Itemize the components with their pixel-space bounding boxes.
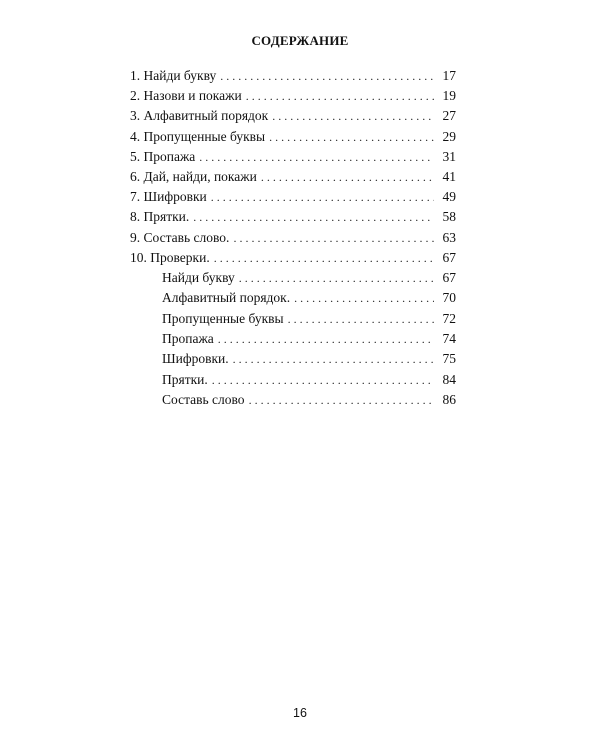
toc-heading: СОДЕРЖАНИЕ: [251, 33, 349, 48]
toc-entry-page: 29: [442, 128, 456, 144]
toc-subentry: [130, 392, 456, 412]
toc-entry-page: 63: [442, 229, 456, 245]
toc-subentry-label: Прятки.: [162, 371, 208, 387]
toc-dot-leader: [246, 89, 434, 104]
toc-entry-page: 31: [442, 148, 456, 164]
toc-dot-leader: [239, 271, 434, 286]
toc-entry-label: 3. Алфавитный порядок: [130, 108, 269, 124]
toc-dot-leader: [199, 150, 434, 165]
toc-dot-leader: [211, 190, 434, 205]
toc-entry: [130, 230, 456, 250]
toc-subentry-label: Пропущенные буквы: [162, 310, 284, 326]
toc-entry: [130, 189, 456, 209]
toc-entry: [130, 149, 456, 169]
toc-subentry-page: 75: [442, 351, 456, 367]
toc-entry: [130, 250, 456, 270]
toc-dot-leader: [212, 373, 434, 388]
toc-entry-label: 6. Дай, найди, покажи: [130, 168, 257, 184]
toc-subentry: [130, 331, 456, 351]
toc-dot-leader: [193, 210, 434, 225]
toc-entry-page: 58: [442, 209, 456, 225]
toc-dot-leader: [233, 352, 434, 367]
toc-subentry-page: 72: [442, 310, 456, 326]
toc-dot-leader: [269, 130, 434, 145]
toc-entry: [130, 209, 456, 229]
toc-subentry-label: Шифровки.: [162, 351, 229, 367]
toc-entry-page: 41: [442, 168, 456, 184]
toc-entry: [130, 169, 456, 189]
toc-subentry-label: Пропажа: [162, 331, 214, 347]
toc-entry-page: 49: [442, 189, 456, 205]
toc-entry-label: 2. Назови и покажи: [130, 88, 242, 104]
toc-dot-leader: [220, 69, 434, 84]
toc-entry-page: 67: [442, 249, 456, 265]
toc-entry-page: 17: [442, 68, 456, 83]
toc-subentry-label: Найди букву: [162, 269, 235, 285]
toc-subentry-label: Алфавитный порядок.: [162, 290, 291, 306]
toc-entry-label: 8. Прятки.: [130, 209, 190, 225]
toc-subentry-page: 86: [442, 392, 456, 408]
toc-entry-label: 9. Составь слово.: [130, 229, 230, 245]
page-number: 16: [293, 706, 307, 720]
toc-dot-leader: [249, 393, 434, 408]
toc-entry: [130, 68, 456, 88]
toc-dot-leader: [272, 109, 434, 124]
toc-entry: [130, 88, 456, 108]
toc-entry-label: 5. Пропажа: [130, 148, 196, 164]
toc-subentry: [130, 290, 456, 310]
toc-dot-leader: [261, 170, 434, 185]
toc-subentry-page: 67: [442, 269, 456, 285]
toc-subentry-page: 70: [442, 290, 456, 306]
toc-dot-leader: [233, 231, 434, 246]
toc-entry-label: 4. Пропущенные буквы: [130, 128, 266, 144]
toc-entry-page: 19: [442, 88, 456, 104]
toc-entry-page: 27: [442, 108, 456, 124]
toc-subentry: [130, 270, 456, 290]
toc-dot-leader: [218, 332, 434, 347]
toc-subentry-page: 74: [442, 331, 456, 347]
toc-subentry: [130, 372, 456, 392]
table-of-contents: [130, 68, 456, 413]
toc-subentry: [130, 311, 456, 331]
toc-entry-label: 10. Проверки.: [130, 249, 210, 265]
toc-subentry: [130, 351, 456, 371]
toc-dot-leader: [288, 312, 434, 327]
toc-entry-label: 7. Шифровки: [130, 189, 207, 205]
toc-entry: [130, 108, 456, 128]
toc-entry: [130, 129, 456, 149]
toc-entry-label: 1. Найди букву: [130, 68, 217, 83]
toc-subentry-label: Составь слово: [162, 392, 245, 408]
toc-subentry-page: 84: [442, 371, 456, 387]
toc-dot-leader: [294, 291, 434, 306]
toc-dot-leader: [214, 251, 434, 266]
